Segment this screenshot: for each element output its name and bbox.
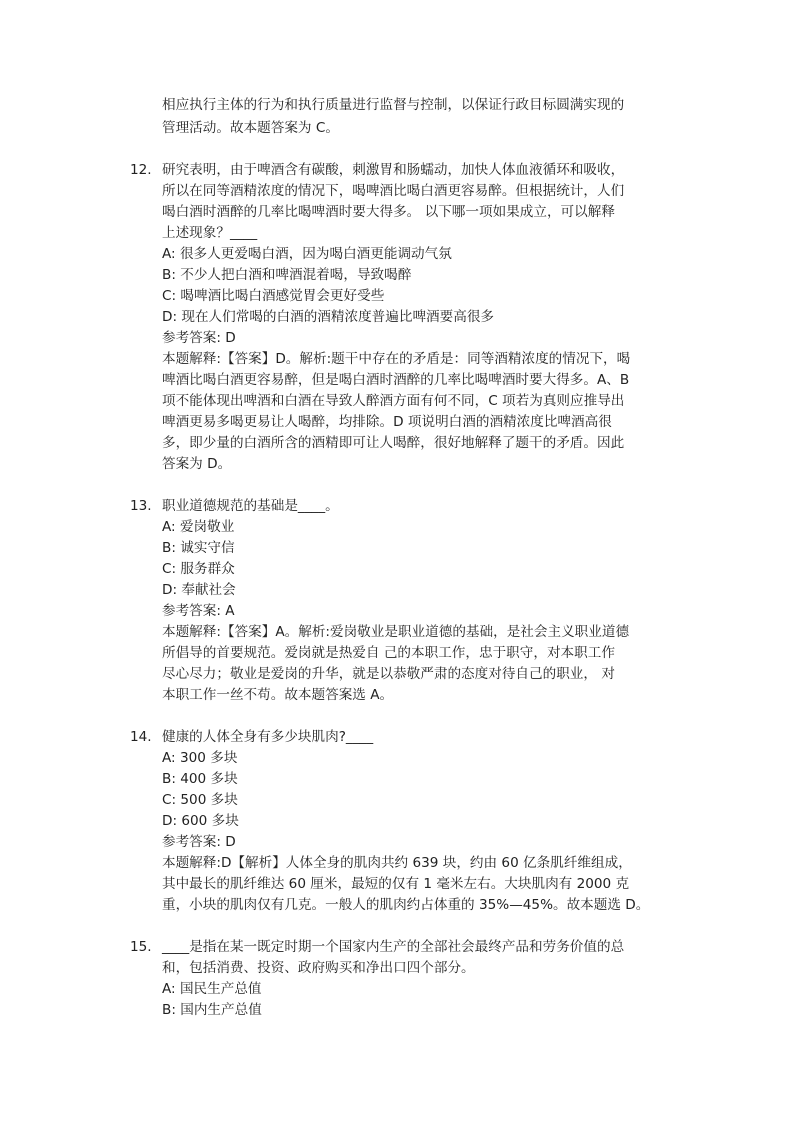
question-stem: 研究表明，由于啤酒含有碳酸，刺激胃和肠蠕动，加快人体血液循环和吸收， (162, 162, 625, 178)
question-stem: 上述现象？____ (162, 225, 258, 241)
intro-line: 管理活动。故本题答案为 C。 (162, 120, 339, 136)
question-stem: 职业道德规范的基础是____。 (162, 498, 339, 514)
option-c: C: 服务群众 (162, 561, 235, 577)
explanation-line: 所倡导的首要规范。爱岗就是热爱自 己的本职工作，忠于职守，对本职工作 (162, 645, 615, 661)
option-d: D: 现在人们常喝的白酒的酒精浓度普遍比啤酒要高很多 (162, 309, 495, 325)
option-d: D: 奉献社会 (162, 582, 236, 598)
question-stem: 所以在同等酒精浓度的情况下，喝啤酒比喝白酒更容易醉。但根据统计，人们 (162, 183, 625, 199)
option-b: B: 诚实守信 (162, 540, 235, 556)
option-b: B: 不少人把白酒和啤酒混着喝，导致喝醉 (162, 267, 412, 283)
question-stem: 和，包括消费、投资、政府购买和净出口四个部分。 (162, 960, 475, 976)
explanation-line: 项不能体现出啤酒和白酒在导致人醉酒方面有何不同，C 项若为真则应推导出 (162, 393, 625, 409)
explanation-line: 其中最长的肌纤维达 60 厘米，最短的仅有 1 毫米左右。大块肌肉有 2000 克 (162, 876, 630, 892)
question-number: 14. (130, 729, 152, 745)
reference-answer: 参考答案: A (162, 603, 235, 619)
explanation-line: 重，小块的肌肉仅有几克。一般人的肌肉约占体重的 35%—45%。故本题选 D。 (162, 897, 650, 913)
option-a: A: 爱岗敬业 (162, 519, 235, 535)
option-a: A: 300 多块 (162, 750, 238, 766)
question-number: 15. (130, 939, 152, 955)
option-b: B: 国内生产总值 (162, 1002, 262, 1018)
option-d: D: 600 多块 (162, 813, 239, 829)
reference-answer: 参考答案: D (162, 330, 236, 346)
option-c: C: 500 多块 (162, 792, 238, 808)
question-number: 13. (130, 498, 152, 514)
intro-line: 相应执行主体的行为和执行质量进行监督与控制，以保证行政目标圆满实现的 (162, 97, 625, 113)
explanation-line: 本题解释:【答案】A。解析:爱岗敬业是职业道德的基础，是社会主义职业道德 (162, 624, 630, 640)
explanation-line: 本题解释:D【解析】人体全身的肌肉共约 639 块，约由 60 亿条肌纤维组成， (162, 855, 632, 871)
explanation-line: 尽心尽力；敬业是爱岗的升华，就是以恭敬严肃的态度对待自己的职业， 对 (162, 666, 615, 682)
question-stem: 健康的人体全身有多少块肌肉?____ (162, 729, 374, 745)
explanation-line: 本题解释:【答案】D。解析:题干中存在的矛盾是：同等酒精浓度的情况下，喝 (162, 351, 631, 367)
question-stem: 喝白酒时酒醉的几率比喝啤酒时要大得多。 以下哪一项如果成立，可以解释 (162, 204, 615, 220)
option-a: A: 国民生产总值 (162, 981, 262, 997)
explanation-line: 答案为 D。 (162, 456, 232, 472)
option-a: A: 很多人更爱喝白酒，因为喝白酒更能调动气氛 (162, 246, 452, 262)
explanation-line: 多，即少量的白酒所含的酒精即可让人喝醉，很好地解释了题干的矛盾。因此 (162, 435, 625, 451)
question-stem: ____是指在某一既定时期一个国家内生产的全部社会最终产品和劳务价值的总 (162, 939, 625, 955)
question-number: 12. (130, 162, 152, 178)
explanation-line: 本职工作一丝不苟。故本题答案选 A。 (162, 687, 394, 703)
reference-answer: 参考答案: D (162, 834, 236, 850)
option-c: C: 喝啤酒比喝白酒感觉胃会更好受些 (162, 288, 385, 304)
explanation-line: 啤酒比喝白酒更容易醉，但是喝白酒时酒醉的几率比喝啤酒时要大得多。A、B (162, 372, 630, 388)
explanation-line: 啤酒更易多喝更易让人喝醉，均排除。D 项说明白酒的酒精浓度比啤酒高很 (162, 414, 612, 430)
option-b: B: 400 多块 (162, 771, 238, 787)
